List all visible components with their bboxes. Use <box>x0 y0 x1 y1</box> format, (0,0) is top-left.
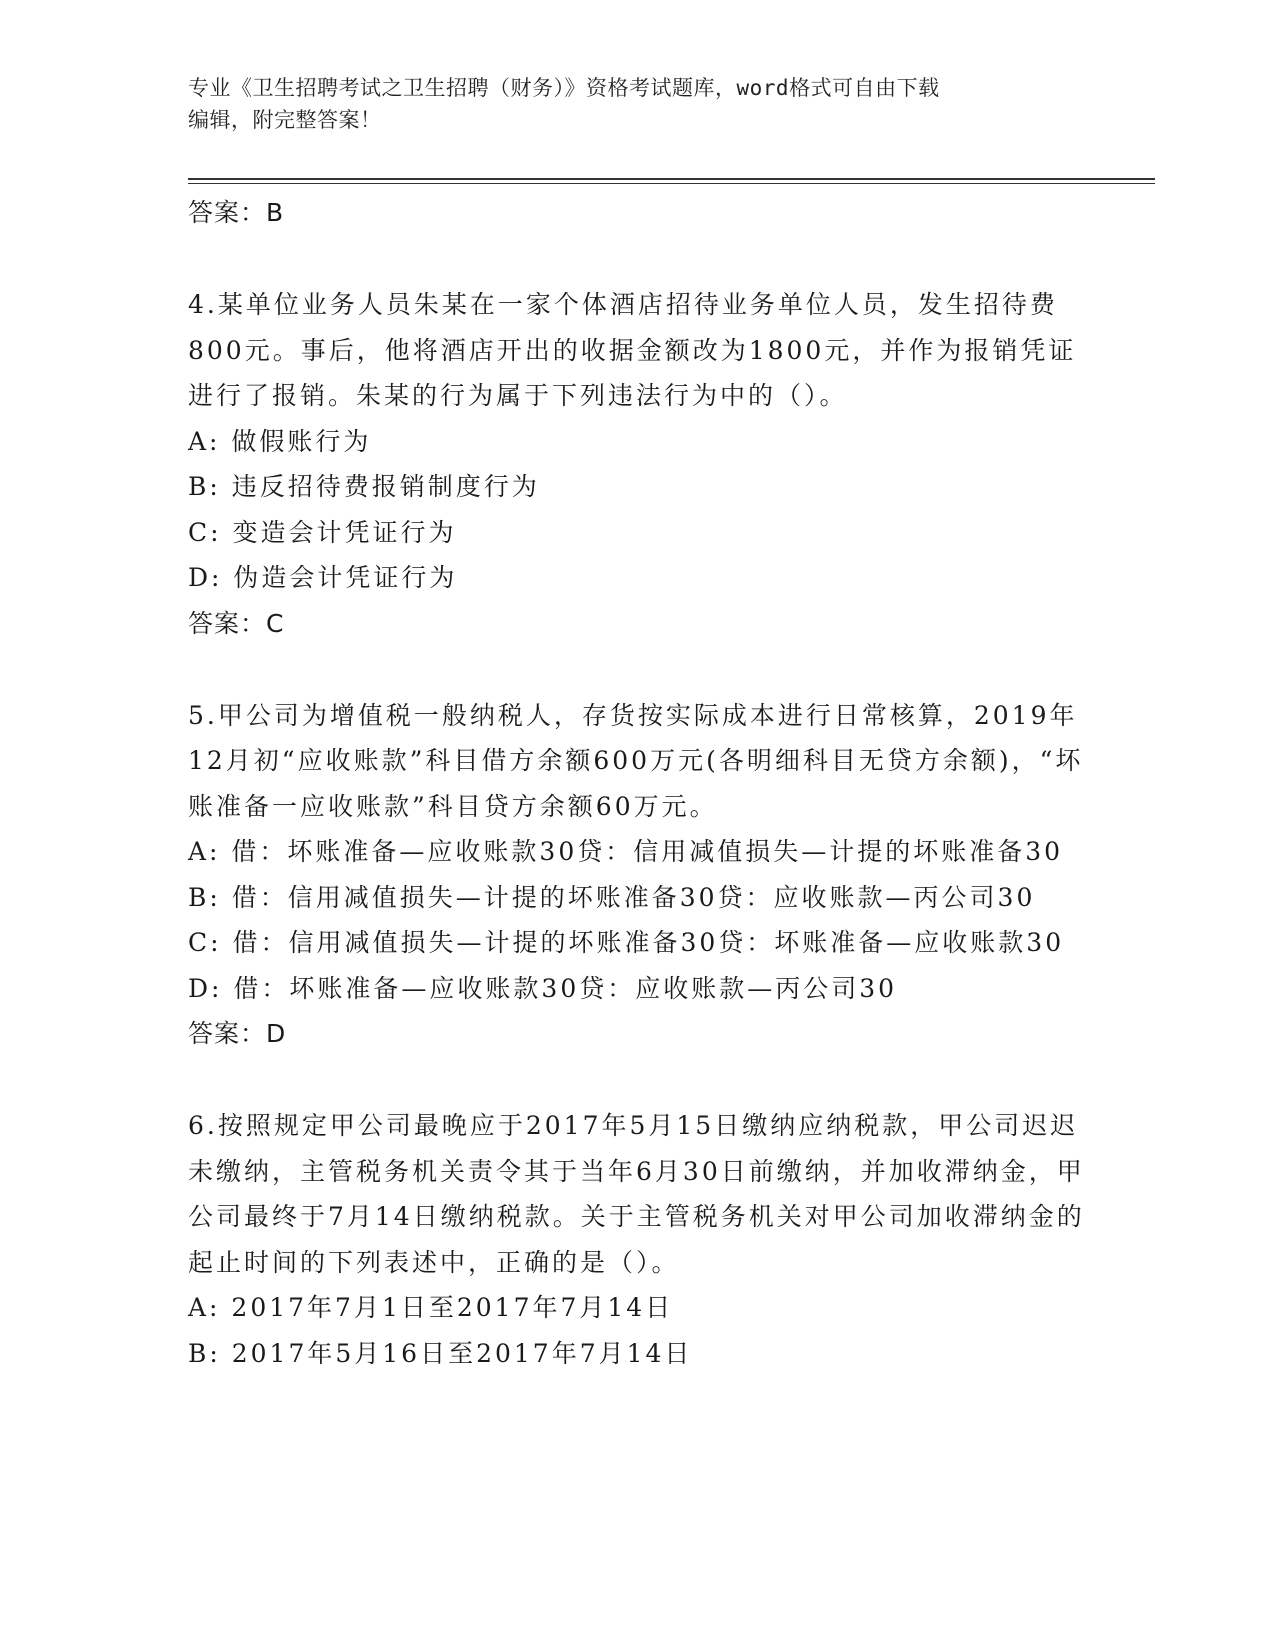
question-5-option-c: C: 借：信用减值损失—计提的坏账准备30贷：坏账准备—应收账款30 <box>188 928 1065 957</box>
spacer <box>188 647 1088 691</box>
answer-previous: 答案：B <box>188 198 285 227</box>
question-4-option-d: D: 伪造会计凭证行为 <box>188 563 458 592</box>
page-header <box>188 72 1088 136</box>
question-4-option-b: B: 违反招待费报销制度行为 <box>188 472 540 501</box>
question-6-option-b: B: 2017年5月16日至2017年7月14日 <box>188 1338 693 1368</box>
question-4-option-a: A: 做假账行为 <box>188 426 372 456</box>
spacer <box>188 1057 1088 1101</box>
spacer <box>188 236 1088 280</box>
question-5-text: 5.甲公司为增值税一般纳税人，存货按实际成本进行日常核算，2019年12月初“应收账款”科目借方余额600万元(各明细科目无贷方余额)，“坏账准备一应收账款”科目贷方余额60万元。 <box>188 700 1084 821</box>
question-5-option-d: D: 借：坏账准备—应收账款30贷：应收账款—丙公司30 <box>188 973 898 1003</box>
question-4-option-c: C: 变造会计凭证行为 <box>188 517 457 547</box>
question-6 <box>188 1101 1088 1376</box>
document-body <box>188 190 1088 1376</box>
question-5-answer: 答案：D <box>188 1019 287 1048</box>
question-6-text: 6.按照规定甲公司最晚应于2017年5月15日缴纳应纳税款，甲公司迟迟未缴纳，主管税务机关责令其于当年6月30日前缴纳，并加收滞纳金，甲公司最终于7月14日缴纳税款。关于主管税务机关对甲公司加收滞纳金的起止时间的下列表述中，正确的是（）。 <box>188 1111 1085 1277</box>
question-4-answer: 答案：C <box>188 608 285 638</box>
header-rule-thin <box>188 183 1155 184</box>
question-4 <box>188 280 1088 647</box>
question-5 <box>188 691 1088 1058</box>
header-line-2: 编辑，附完整答案！ <box>188 108 382 132</box>
header-rule-thick <box>188 178 1155 180</box>
question-5-option-b: B: 借：信用减值损失—计提的坏账准备30贷：应收账款—丙公司30 <box>188 882 1036 912</box>
question-4-text: 4.某单位业务人员朱某在一家个体酒店招待业务单位人员，发生招待费800元。事后，他将酒店开出的收据金额改为1800元，并作为报销凭证进行了报销。朱某的行为属于下列违法行为中的（）。 <box>188 290 1077 410</box>
header-line-1: 专业《卫生招聘考试之卫生招聘（财务）》资格考试题库，word格式可自由下载 <box>188 76 940 100</box>
question-6-option-a: A: 2017年7月1日至2017年7月14日 <box>188 1293 674 1322</box>
question-5-option-a: A: 借：坏账准备—应收账款30贷：信用减值损失—计提的坏账准备30 <box>188 837 1064 866</box>
